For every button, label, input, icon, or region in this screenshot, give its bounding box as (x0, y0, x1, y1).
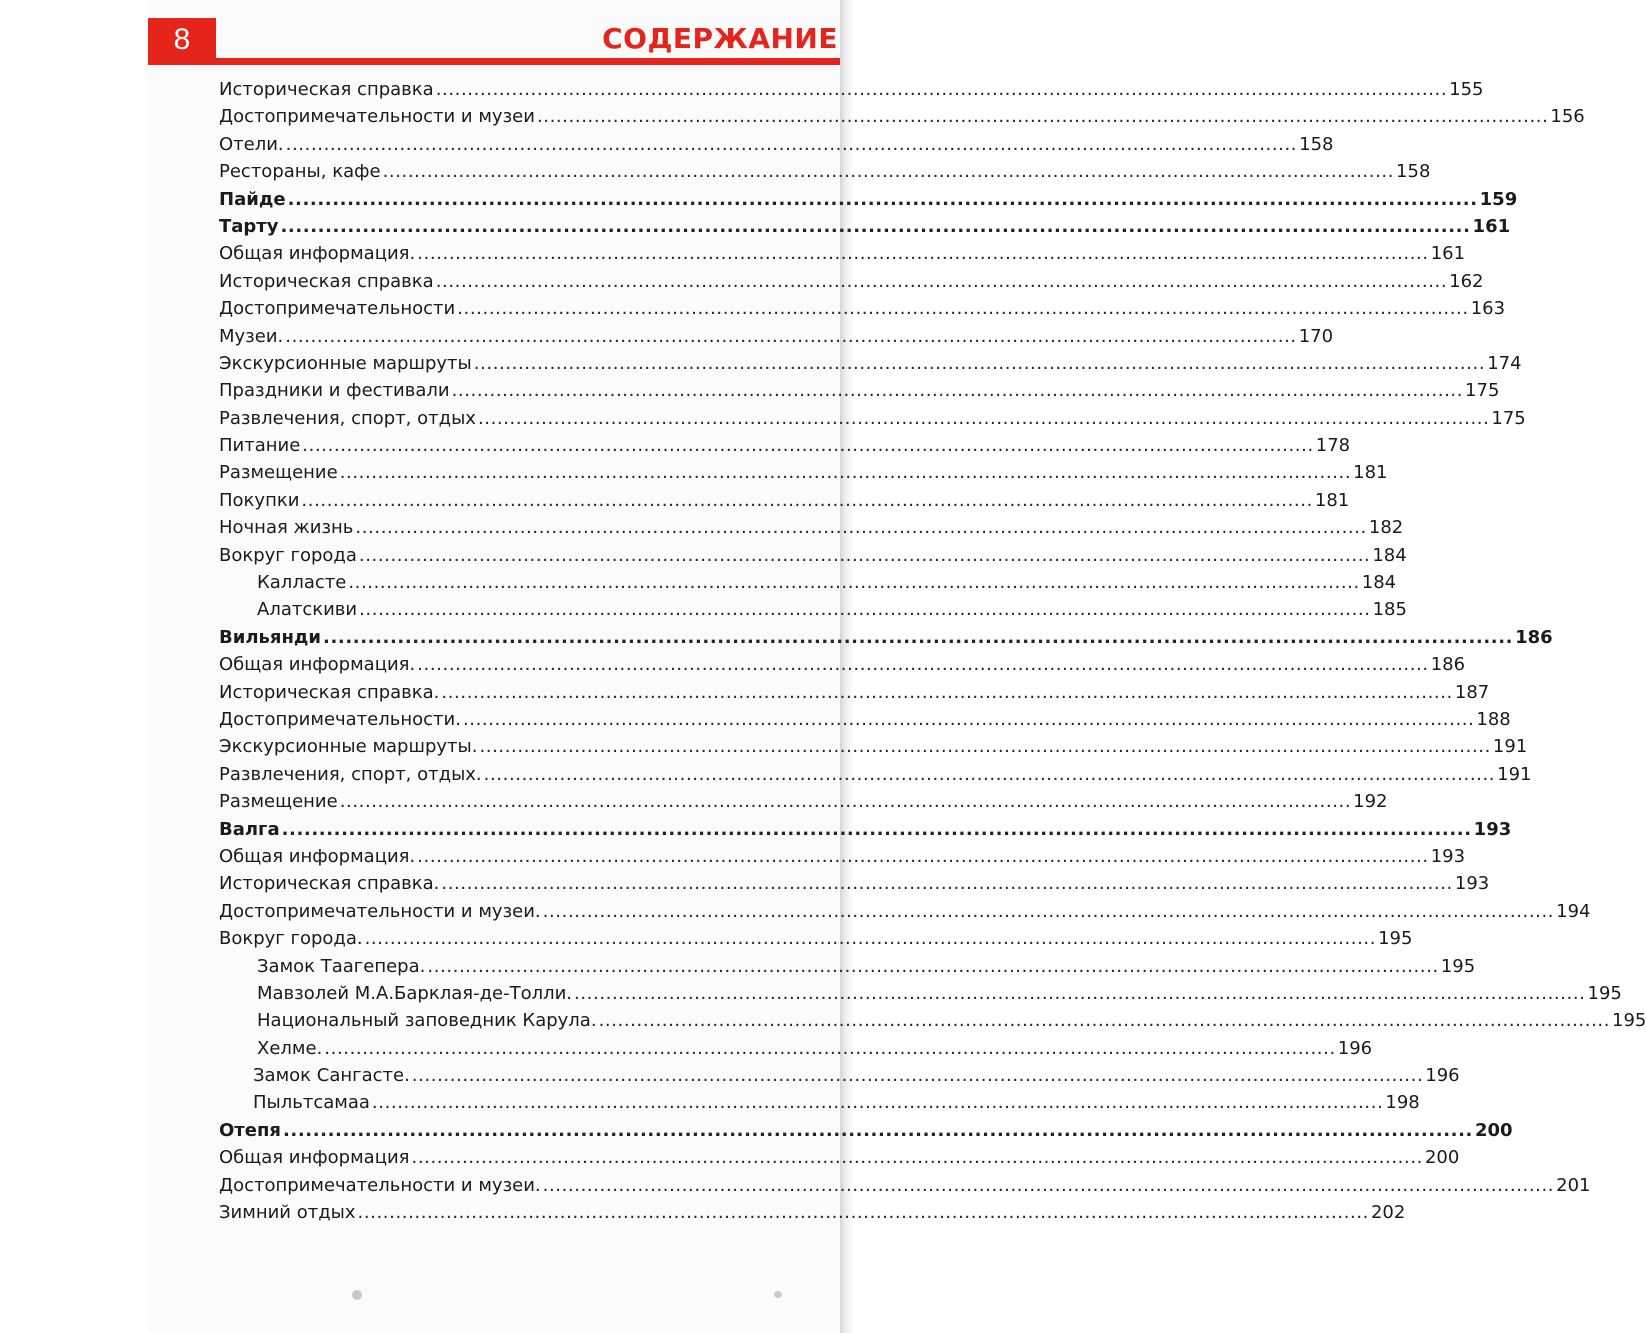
dot-leader: ................................................................................................................................................................ (479, 736, 1491, 758)
toc-entry-title: Пыльтсамаа (253, 1092, 370, 1114)
toc-entry-page: 156 (1550, 106, 1585, 128)
dot-leader: ................................................................................................................................................................ (574, 982, 1586, 1004)
page-number: 8 (173, 23, 191, 56)
dot-leader: ................................................................................................................................................................ (358, 544, 1371, 566)
dot-leader: ................................................................................................................................................................ (382, 161, 1395, 183)
toc-entry-title: Развлечения, спорт, отдых (219, 407, 476, 429)
toc-entry (219, 295, 1506, 322)
toc-entry-title: Общая информация. (219, 243, 416, 265)
toc-entry-title: Валга (219, 818, 280, 840)
dot-leader: ................................................................................................................................................................ (477, 407, 1490, 429)
toc-entry (219, 103, 1585, 130)
toc-entry-title: Экскурсионные маршруты (219, 352, 472, 374)
toc-entry-page: 196 (1425, 1065, 1460, 1087)
toc-entry-page: 178 (1315, 435, 1351, 457)
toc-entry-page: 188 (1476, 708, 1511, 730)
toc-entry-page: 195 (1378, 928, 1413, 950)
toc-entry-page: 161 (1430, 243, 1466, 265)
toc-entry-title: Достопримечательности и музеи (219, 106, 535, 128)
dot-leader: ................................................................................................................................................................ (285, 133, 1298, 155)
dot-leader: ................................................................................................................................................................ (417, 654, 1429, 676)
toc-entry-page: 158 (1299, 133, 1334, 155)
dot-leader: ................................................................................................................................................................ (281, 818, 1472, 840)
toc-entry-page: 163 (1470, 298, 1506, 320)
toc-entry (219, 158, 1431, 185)
paper-speck (352, 1290, 362, 1300)
toc-entry-title: Развлечения, спорт, отдых. (219, 763, 482, 785)
toc-entry-page: 195 (1612, 1010, 1646, 1032)
toc-entry-page: 193 (1473, 818, 1512, 840)
toc-entry-page: 191 (1497, 763, 1532, 785)
dot-leader: ................................................................................................................................................................ (598, 1010, 1611, 1032)
toc-entry-title: Размещение (219, 791, 338, 813)
toc-entry (219, 569, 1397, 596)
toc-entry (219, 733, 1528, 760)
toc-entry (219, 624, 1553, 651)
toc-entry (219, 679, 1490, 706)
toc-entry-title: Питание (219, 435, 301, 457)
toc-entry (219, 323, 1334, 350)
dot-leader: ................................................................................................................................................................ (282, 1119, 1473, 1141)
toc-entry-title: Отепя (219, 1119, 281, 1141)
dot-leader: ................................................................................................................................................................ (339, 462, 1352, 484)
dot-leader: ................................................................................................................................................................ (462, 708, 1475, 730)
toc-entry-title: Вокруг города (219, 544, 357, 566)
toc-entry (219, 898, 1591, 925)
toc-entry (219, 268, 1484, 295)
toc-entry (219, 1117, 1513, 1144)
toc-entry-title: Мавзолей М.А.Барклая-де-Толли. (257, 982, 573, 1004)
dot-leader: ................................................................................................................................................................ (435, 270, 1448, 292)
toc-entry-title: Калласте (257, 572, 347, 594)
dot-leader: ................................................................................................................................................................ (435, 79, 1448, 100)
toc-entry (219, 1199, 1406, 1226)
dot-leader: ................................................................................................................................................................ (411, 1065, 1424, 1087)
toc-entry-title: Общая информация. (219, 845, 416, 867)
toc-entry-page: 181 (1353, 462, 1388, 484)
dot-leader: ................................................................................................................................................................ (451, 380, 1464, 402)
toc-entry (219, 953, 1476, 980)
dot-leader: ................................................................................................................................................................ (285, 325, 1297, 347)
dot-leader: ................................................................................................................................................................ (301, 489, 1313, 511)
toc-entry (219, 240, 1466, 267)
toc-entry (219, 816, 1512, 843)
header-rule (148, 58, 840, 65)
toc-entry-title: Экскурсионные маршруты. (219, 736, 478, 758)
toc-entry (219, 432, 1351, 459)
paper-speck (774, 1291, 782, 1298)
toc-entry (219, 542, 1407, 569)
toc-entry-title: Праздники и фестивали (219, 380, 450, 402)
dot-leader: ................................................................................................................................................................ (417, 243, 1429, 265)
toc-entry-title: Историческая справка (219, 270, 434, 292)
toc-entry-page: 193 (1430, 845, 1466, 867)
toc-entry-title: Достопримечательности и музеи. (219, 1174, 541, 1196)
toc-entry-page: 186 (1515, 626, 1553, 648)
toc-entry-page: 192 (1353, 791, 1388, 813)
toc-entry-title: Музеи. (219, 325, 284, 347)
toc-entry-title: Размещение (219, 462, 338, 484)
dot-leader: ................................................................................................................................................................ (441, 681, 1453, 703)
toc-entry-title: Вокруг города. (219, 928, 363, 950)
toc-entry-page: 202 (1370, 1202, 1406, 1224)
toc-entry-page: 195 (1587, 982, 1622, 1004)
toc-entry-title: Историческая справка (219, 79, 434, 100)
toc-entry-title: Тарту (219, 215, 279, 237)
dot-leader: ................................................................................................................................................................ (427, 955, 1439, 977)
toc-entry (219, 925, 1413, 952)
toc-entry (219, 350, 1522, 377)
toc-entry-page: 187 (1454, 681, 1490, 703)
toc-entry-page: 162 (1449, 270, 1484, 292)
dot-leader: ................................................................................................................................................................ (542, 900, 1555, 922)
dot-leader: ................................................................................................................................................................ (323, 626, 1514, 648)
toc-entry-page: 200 (1424, 1147, 1460, 1169)
toc-entry-page: 159 (1479, 188, 1518, 210)
toc-entry-page: 161 (1472, 215, 1511, 237)
dot-leader: ................................................................................................................................................................ (355, 517, 1367, 539)
toc-entry-title: Общая информация. (219, 654, 416, 676)
dot-leader: ................................................................................................................................................................ (287, 188, 1478, 210)
toc-entry (219, 651, 1466, 678)
toc-entry-title: Историческая справка. (219, 681, 440, 703)
toc-entry-title: Национальный заповедник Карула. (257, 1010, 597, 1032)
toc-entry-title: Историческая справка. (219, 873, 440, 895)
toc-entry-page: 158 (1396, 161, 1431, 183)
dot-leader: ................................................................................................................................................................ (280, 215, 1471, 237)
toc-entry (219, 186, 1518, 213)
dot-leader: ................................................................................................................................................................ (324, 1037, 1336, 1059)
toc-entry-title: Замок Таагепера. (257, 955, 426, 977)
dot-leader: ................................................................................................................................................................ (348, 572, 1360, 594)
toc-entry-title: Рестораны, кафе (219, 161, 381, 183)
dot-leader: ................................................................................................................................................................ (359, 599, 1371, 621)
toc-entry (219, 843, 1466, 870)
toc-entry-page: 196 (1337, 1037, 1373, 1059)
toc-entry-title: Алатскиви (257, 599, 358, 621)
toc-entry-title: Достопримечательности и музеи. (219, 900, 541, 922)
dot-leader: ................................................................................................................................................................ (441, 873, 1453, 895)
toc-entry-page: 175 (1491, 407, 1526, 429)
toc-entry (219, 761, 1532, 788)
toc-entry (219, 459, 1388, 486)
toc-entry-page: 200 (1475, 1119, 1513, 1141)
toc-entry-page: 194 (1556, 900, 1591, 922)
toc-entry (219, 980, 1622, 1007)
toc-entry (219, 1035, 1373, 1062)
dot-leader: ................................................................................................................................................................ (536, 106, 1549, 128)
toc-entry-title: Пайде (219, 188, 286, 210)
toc-entry-title: Отели. (219, 133, 284, 155)
toc-entry (219, 1172, 1591, 1199)
dot-leader: ................................................................................................................................................................ (457, 298, 1469, 320)
toc-entry (219, 377, 1500, 404)
toc-entry-page: 195 (1440, 955, 1476, 977)
toc-entry-page: 184 (1361, 572, 1397, 594)
toc-entry-page: 185 (1372, 599, 1407, 621)
toc-entry-page: 198 (1385, 1092, 1420, 1114)
toc-entry (219, 1144, 1460, 1171)
section-title: СОДЕРЖАНИЕ (602, 22, 838, 55)
toc-entry-title: Замок Сангасте. (253, 1065, 410, 1087)
toc-entry-title: Достопримечательности. (219, 708, 461, 730)
toc-entry-page: 193 (1454, 873, 1490, 895)
toc-entry (219, 1062, 1460, 1089)
toc-entry-page: 155 (1449, 79, 1484, 100)
toc-entry-page: 170 (1298, 325, 1334, 347)
toc-entry (219, 596, 1407, 623)
toc-entry (219, 870, 1490, 897)
dot-leader: ................................................................................................................................................................ (411, 1147, 1423, 1169)
toc-entry (219, 487, 1350, 514)
dot-leader: ................................................................................................................................................................ (473, 352, 1486, 374)
table-of-contents (219, 76, 1646, 1226)
toc-entry (219, 706, 1511, 733)
toc-entry-title: Ночная жизнь (219, 517, 354, 539)
toc-entry (219, 514, 1404, 541)
toc-entry (219, 131, 1334, 158)
toc-entry-title: Хелме. (257, 1037, 323, 1059)
toc-entry-title: Покупки (219, 489, 300, 511)
toc-entry-title: Достопримечательности (219, 298, 456, 320)
toc-entry-page: 175 (1465, 380, 1500, 402)
dot-leader: ................................................................................................................................................................ (302, 435, 1314, 457)
toc-entry-page: 184 (1372, 544, 1407, 566)
dot-leader: ................................................................................................................................................................ (542, 1174, 1555, 1196)
toc-entry-title: Зимний отдых (219, 1202, 356, 1224)
toc-entry-page: 181 (1314, 489, 1350, 511)
toc-entry-page: 201 (1556, 1174, 1591, 1196)
dot-leader: ................................................................................................................................................................ (371, 1092, 1384, 1114)
toc-entry-page: 182 (1368, 517, 1404, 539)
toc-entry (219, 1089, 1420, 1116)
toc-entry (219, 213, 1511, 240)
toc-entry (219, 1007, 1646, 1034)
toc-entry (219, 788, 1388, 815)
dot-leader: ................................................................................................................................................................ (483, 763, 1496, 785)
dot-leader: ................................................................................................................................................................ (364, 928, 1377, 950)
toc-entry-page: 174 (1487, 352, 1522, 374)
dot-leader: ................................................................................................................................................................ (357, 1202, 1369, 1224)
toc-entry-page: 186 (1430, 654, 1466, 676)
toc-entry-title: Общая информация (219, 1147, 410, 1169)
toc-entry-title: Вильянди (219, 626, 322, 648)
dot-leader: ................................................................................................................................................................ (417, 845, 1429, 867)
toc-entry (219, 76, 1484, 103)
toc-entry-page: 191 (1492, 736, 1528, 758)
toc-entry (219, 405, 1526, 432)
dot-leader: ................................................................................................................................................................ (339, 791, 1352, 813)
